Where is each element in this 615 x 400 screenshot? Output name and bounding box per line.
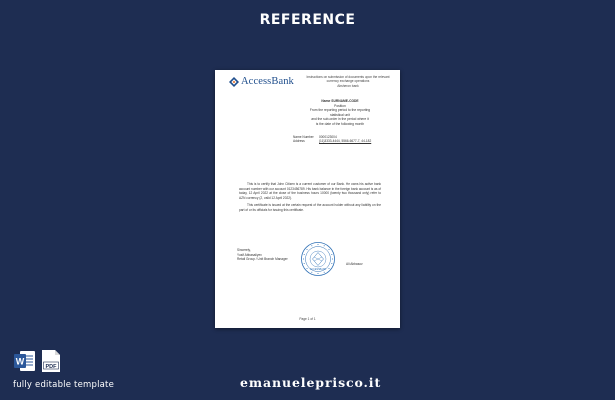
to-line: Absheron bank <box>337 83 359 88</box>
addressee-name: Name SURNAME-CODE <box>321 99 359 103</box>
meta-row <box>293 139 399 143</box>
pdf-icon <box>41 349 61 373</box>
seal-text: ACCESSBANK <box>309 267 327 271</box>
signer-name: Yusif Abbasaliyev <box>237 252 262 257</box>
meta-table <box>293 135 399 144</box>
instructions-text <box>303 75 393 88</box>
site-watermark: emanueleprisco.it <box>240 375 382 390</box>
template-label: fully editable template <box>13 380 115 390</box>
bank-seal-stamp <box>300 241 336 277</box>
signature-block <box>237 248 297 262</box>
word-icon <box>13 349 37 373</box>
addressee-block <box>287 99 393 126</box>
closing-text: Sincerely, <box>237 248 251 252</box>
addressee-line: is the date of the following month <box>315 121 365 126</box>
page-number: Page 1 of 1 <box>299 317 316 321</box>
instructions-line: Instructions on submission of documents upon the relevant currency exchange operations <box>306 75 390 84</box>
addressee-title: Position <box>334 103 346 108</box>
meta-value: 0000123004 <box>319 135 337 139</box>
body-paragraph: This is to certify that John Citizen is a current customer of our Bank. He owns his active bank account number with our account 0123456789. His bank balance in the foreign bank account is as of today, 12 April 2022 at the close of the business hours 10000 (twenty two thousand only) refer to AZN currency (2, valid 12 April 2022). <box>239 182 381 200</box>
document-page <box>215 70 400 328</box>
file-format-icons <box>13 349 61 373</box>
signer-role: Retail Group / Unit Branch Manager <box>237 257 288 261</box>
access-bank-logo-icon <box>229 77 239 87</box>
reference-banner: REFERENCE <box>259 12 356 28</box>
meta-key: Address <box>293 139 305 144</box>
addressee-line: and the sub-order in the period where it <box>311 117 369 121</box>
access-bank-logo <box>229 76 294 87</box>
svg-text:PDF: PDF <box>45 363 57 370</box>
addressee-line: statistical unit <box>330 112 350 117</box>
logo-text: AccessBank <box>241 76 294 87</box>
meta-key: Name Number <box>293 135 314 139</box>
addressee-line: From the reporting period to the reporting <box>309 108 371 112</box>
signee-name: Ali Abbasov <box>346 262 363 266</box>
meta-value: (11)3333-4444, 5566-6677-7, 44-182 <box>319 139 372 144</box>
svg-text:W: W <box>15 356 25 367</box>
body-paragraph: This certificate is issued at the certain request of the account holder without any liability on the part of or its officials for issuing this certificate. <box>239 203 381 212</box>
certificate-body <box>239 182 381 216</box>
